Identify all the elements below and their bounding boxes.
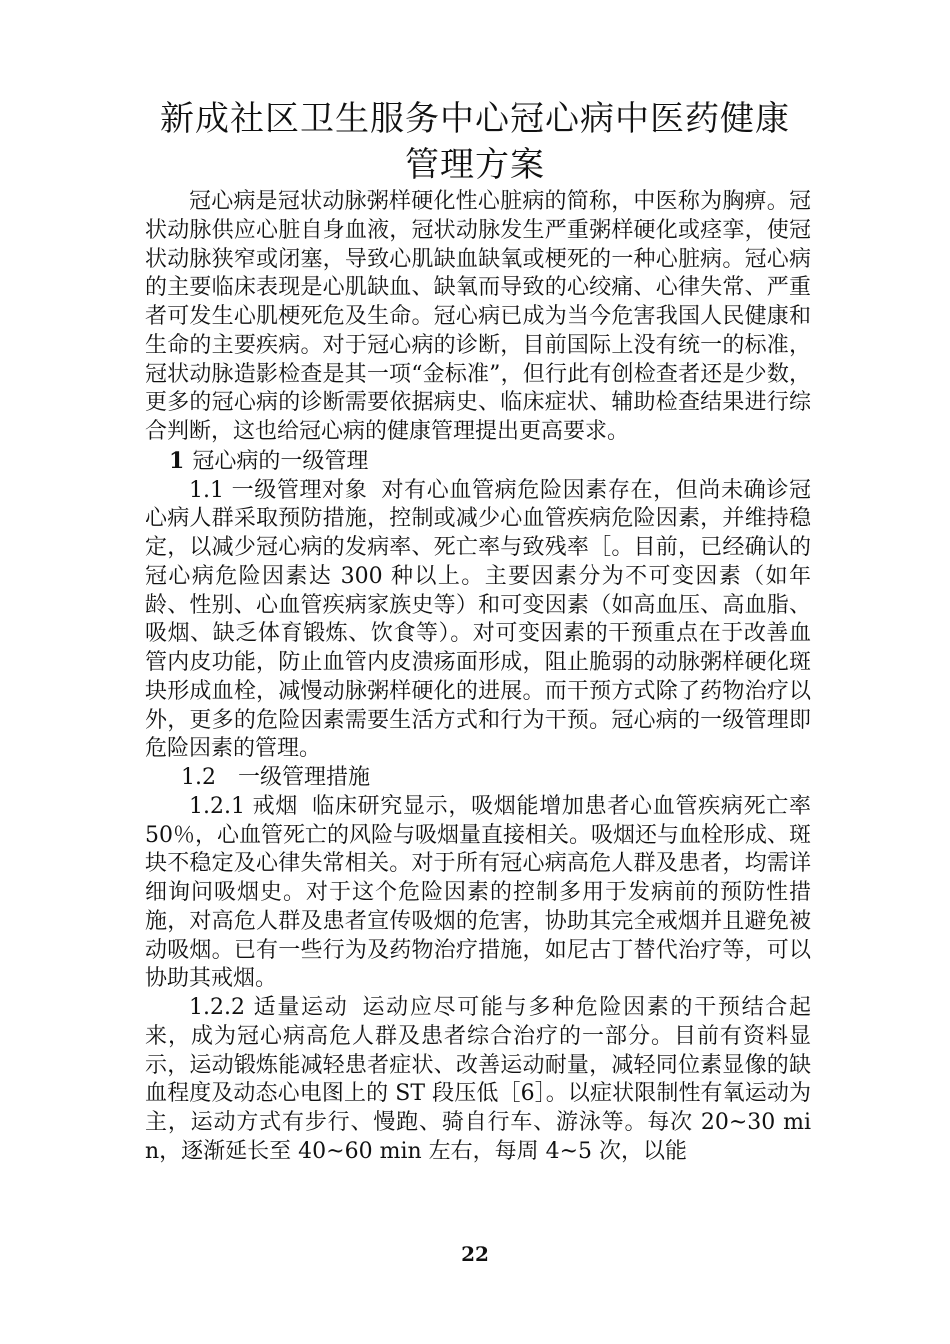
section-1-2-2-lead: 1.2.2 适量运动 [189, 995, 349, 1020]
section-1-2-2-paragraph [145, 994, 811, 1167]
section-1-2-1-lead: 1.2.1 戒烟 [189, 793, 299, 819]
section-1-2-title: 一级管理措施 [238, 765, 371, 790]
page-number: 22 [461, 1242, 489, 1266]
document-body [145, 188, 811, 1167]
section-1-2-heading [145, 764, 811, 793]
section-1-2-2-text: 运动应尽可能与多种危险因素的干预结合起来，成为冠心病高危人群及患者综合治疗的一部分。目前有资料显示，运动锻炼能减轻患者症状、改善运动耐量，减轻同位素显像的缺血程度及动态心电图上的 ST 段压低［6］。以症状限制性有氧运动为主，运动方式有步行、慢跑、骑自行车、游泳等。每次 20~30 min，逐渐延长至 40~60 min 左右，每周 4~5 次，以能 [145, 995, 811, 1164]
section-1-title: 冠心病的一级管理 [192, 448, 369, 474]
section-1-1-paragraph [145, 477, 811, 765]
section-1-1-lead: 1.1 一级管理对象 [189, 477, 368, 503]
section-1-number: 1 [169, 447, 185, 474]
document-title: 新成社区卫生服务中心冠心病中医药健康管理方案 [160, 99, 790, 185]
section-1-heading [145, 447, 811, 477]
section-1-2-1-text: 临床研究显示，吸烟能增加患者心血管疾病死亡率 50％，心血管死亡的风险与吸烟量直接相关。吸烟还与血栓形成、斑块不稳定及心律失常相关。对于所有冠心病高危人群及患者，均需详细询问吸烟史。对于这个危险因素的控制多用于发病前的预防性措施，对高危人群及患者宣传吸烟的危害，协助其完全戒烟并且避免被动吸烟。已有一些行为及药物治疗措施，如尼古丁替代治疗等，可以协助其戒烟。 [145, 793, 811, 992]
section-1-2-number: 1.2 [181, 765, 216, 790]
section-1-1-text: 对有心血管病危险因素存在，但尚未确诊冠心病人群采取预防措施，控制或减少心血管疾病危险因素，并维持稳定，以减少冠心病的发病率、死亡率与致残率［。目前，已经确认的冠心病危险因素达 300 种以上。主要因素分为不可变因素（如年龄、性别、心血管疾病家族史等）和可变因素（如高血压、高血脂、吸烟、缺乏体育锻炼、饮食等）。对可变因素的干预重点在于改善血管内皮功能，防止血管内皮溃疡面形成，阻止脆弱的动脉粥样硬化斑块形成血栓，减慢动脉粥样硬化的进展。而干预方式除了药物治疗以外，更多的危险因素需要生活方式和行为干预。冠心病的一级管理即危险因素的管理。 [145, 477, 811, 762]
intro-paragraph: 冠心病是冠状动脉粥样硬化性心脏病的简称，中医称为胸痹。冠状动脉供应心脏自身血液，冠状动脉发生严重粥样硬化或痉挛，使冠状动脉狭窄或闭塞，导致心肌缺血缺氧或梗死的一种心脏病。冠心病的主要临床表现是心肌缺血、缺氧而导致的心绞痛、心律失常、严重者可发生心肌梗死危及生命。冠心病已成为当今危害我国人民健康和生命的主要疾病。对于冠心病的诊断，目前国际上没有统一的标准，冠状动脉造影检查是其一项“金标准”，但行此有创检查者还是少数，更多的冠心病的诊断需要依据病史、临床症状、辅助检查结果进行综合判断，这也给冠心病的健康管理提出更高要求。 [145, 189, 811, 444]
section-1-2-1-paragraph [145, 793, 811, 994]
